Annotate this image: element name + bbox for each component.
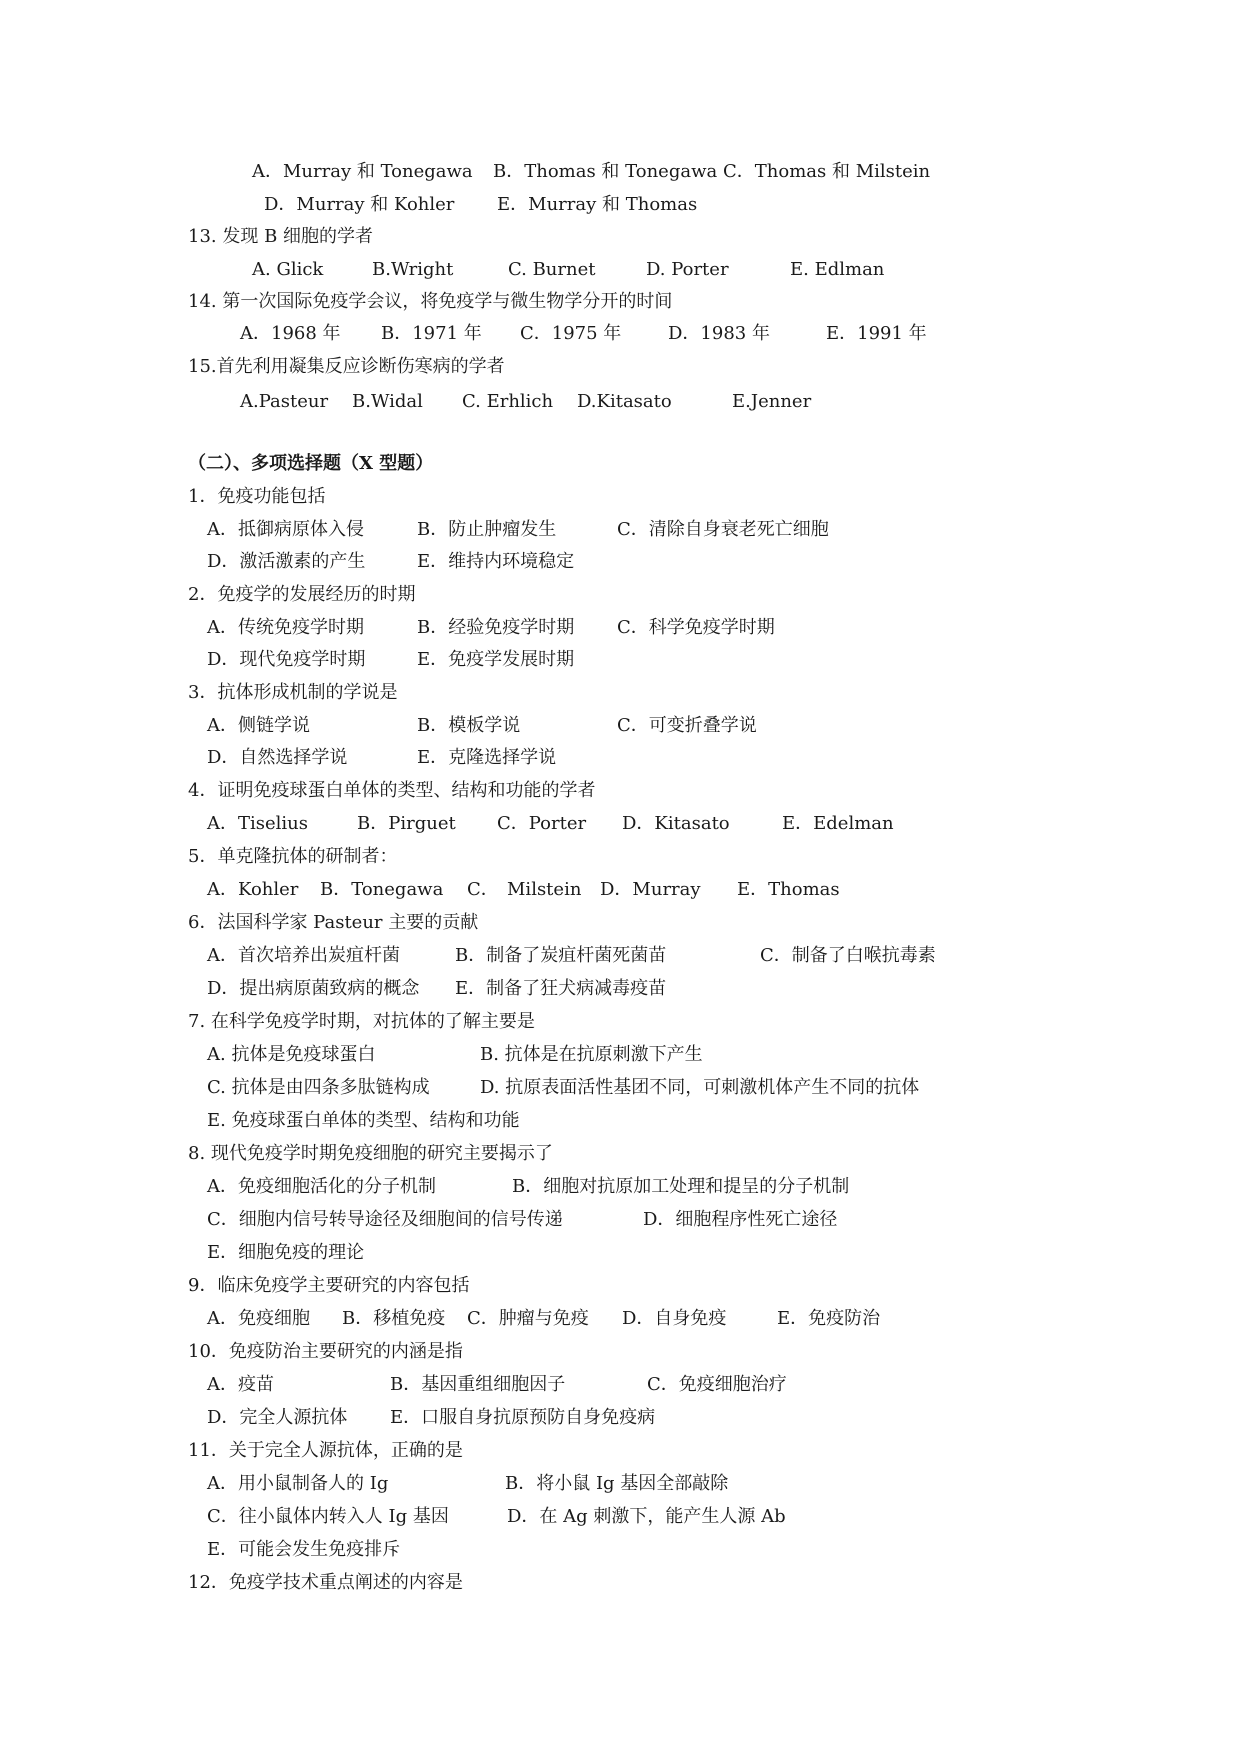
mq2-question: 2．免疫学的发展经历的时期 <box>188 584 416 605</box>
q15-option-a: A.Pasteur <box>240 391 329 412</box>
mq12-question: 12．免疫学技术重点阐述的内容是 <box>188 1572 463 1593</box>
mq4-option-e: E．Edelman <box>782 813 894 834</box>
q13-question: 13. 发现 B 细胞的学者 <box>188 226 374 247</box>
q15-option-d: D.Kitasato <box>577 391 672 412</box>
mq5-option-c-text: Milstein <box>507 879 582 900</box>
q15-option-b: B.Widal <box>352 391 423 412</box>
q15-question: 15.首先利用凝集反应诊断伤寒病的学者 <box>188 356 505 377</box>
mq11-option-d: D．在 Ag 刺激下，能产生人源 Ab <box>507 1506 786 1527</box>
mq2-option-e: E．免疫学发展时期 <box>417 649 575 670</box>
q12-option-e: E．Murray 和 Thomas <box>497 194 698 215</box>
mq10-option-b: B．基因重组细胞因子 <box>390 1374 566 1395</box>
mq7-question: 7. 在科学免疫学时期，对抗体的了解主要是 <box>188 1011 535 1032</box>
mq5-option-c: C． <box>467 879 499 900</box>
q14-option-b: B．1971 年 <box>381 323 482 344</box>
q13-option-e: E. Edlman <box>790 259 885 280</box>
mq10-option-e: E．口服自身抗原预防自身免疫病 <box>390 1407 656 1428</box>
q14-option-d: D．1983 年 <box>668 323 770 344</box>
mq8-option-d: D．细胞程序性死亡途径 <box>643 1209 838 1230</box>
mq8-option-b: B．细胞对抗原加工处理和提呈的分子机制 <box>512 1176 850 1197</box>
mq2-option-a: A．传统免疫学时期 <box>207 617 364 638</box>
mq6-option-d: D．提出病原菌致病的概念 <box>207 978 420 999</box>
mq5-option-d: D．Murray <box>600 879 701 900</box>
mq1-option-e: E．维持内环境稳定 <box>417 551 575 572</box>
mq3-option-c: C．可变折叠学说 <box>617 715 757 736</box>
mq3-option-e: E．克隆选择学说 <box>417 747 557 768</box>
q12-option-b: B．Thomas 和 Tonegawa <box>493 161 718 182</box>
mq5-question: 5．单克隆抗体的研制者： <box>188 846 398 867</box>
mq7-option-a: A. 抗体是免疫球蛋白 <box>207 1044 376 1065</box>
q15-option-c: C. Erhlich <box>462 391 554 412</box>
mq8-question: 8. 现代免疫学时期免疫细胞的研究主要揭示了 <box>188 1143 553 1164</box>
mq8-option-c: C．细胞内信号转导途径及细胞间的信号传递 <box>207 1209 563 1230</box>
q13-option-b: B.Wright <box>372 259 454 280</box>
q14-option-e: E．1991 年 <box>826 323 927 344</box>
q13-option-c: C. Burnet <box>508 259 596 280</box>
mq9-option-b: B．移植免疫 <box>342 1308 446 1329</box>
mq6-option-a: A．首次培养出炭疽杆菌 <box>207 945 400 966</box>
mq7-option-c: C. 抗体是由四条多肽链构成 <box>207 1077 430 1098</box>
mq11-question: 11．关于完全人源抗体，正确的是 <box>188 1440 463 1461</box>
mq2-option-c: C．科学免疫学时期 <box>617 617 775 638</box>
section-title: （二）、多项选择题（X 型题） <box>188 453 434 474</box>
mq3-option-a: A．侧链学说 <box>207 715 310 736</box>
mq9-option-a: A．免疫细胞 <box>207 1308 310 1329</box>
mq10-option-a: A．疫苗 <box>207 1374 274 1395</box>
mq9-option-c: C．肿瘤与免疫 <box>467 1308 589 1329</box>
q12-option-c: C．Thomas 和 Milstein <box>723 161 931 182</box>
mq6-option-b: B．制备了炭疽杆菌死菌苗 <box>455 945 667 966</box>
mq9-question: 9．临床免疫学主要研究的内容包括 <box>188 1275 470 1296</box>
mq6-option-c: C．制备了白喉抗毒素 <box>760 945 936 966</box>
mq10-option-c: C．免疫细胞治疗 <box>647 1374 787 1395</box>
q13-option-d: D. Porter <box>646 259 729 280</box>
mq6-question: 6．法国科学家 Pasteur 主要的贡献 <box>188 912 479 933</box>
mq11-option-a: A．用小鼠制备人的 Ig <box>207 1473 389 1494</box>
mq1-option-b: B．防止肿瘤发生 <box>417 519 557 540</box>
q12-option-a: A．Murray 和 Tonegawa <box>252 161 473 182</box>
mq1-option-a: A．抵御病原体入侵 <box>207 519 364 540</box>
mq11-option-e: E．可能会发生免疫排斥 <box>207 1539 401 1560</box>
mq5-option-e: E．Thomas <box>737 879 840 900</box>
mq4-option-b: B．Pirguet <box>357 813 456 834</box>
mq8-option-e: E．细胞免疫的理论 <box>207 1242 365 1263</box>
mq7-option-e: E. 免疫球蛋白单体的类型、结构和功能 <box>207 1110 520 1131</box>
mq10-option-d: D．完全人源抗体 <box>207 1407 348 1428</box>
mq9-option-e: E．免疫防治 <box>777 1308 881 1329</box>
mq3-option-b: B．模板学说 <box>417 715 521 736</box>
mq11-option-b: B．将小鼠 Ig 基因全部敲除 <box>505 1473 729 1494</box>
mq11-option-c: C．往小鼠体内转入人 Ig 基因 <box>207 1506 449 1527</box>
mq6-option-e: E．制备了狂犬病减毒疫苗 <box>455 978 667 999</box>
mq7-option-d: D. 抗原表面活性基团不同，可刺激机体产生不同的抗体 <box>480 1077 920 1098</box>
q15-option-e: E.Jenner <box>732 391 812 412</box>
mq7-option-b: B. 抗体是在抗原刺激下产生 <box>480 1044 703 1065</box>
mq3-question: 3．抗体形成机制的学说是 <box>188 682 398 703</box>
mq4-option-a: A．Tiselius <box>207 813 308 834</box>
mq2-option-d: D．现代免疫学时期 <box>207 649 366 670</box>
mq9-option-d: D．自身免疫 <box>622 1308 727 1329</box>
mq1-option-d: D．激活激素的产生 <box>207 551 366 572</box>
q14-question: 14. 第一次国际免疫学会议，将免疫学与微生物学分开的时间 <box>188 291 673 312</box>
mq1-option-c: C．清除自身衰老死亡细胞 <box>617 519 829 540</box>
q14-option-c: C．1975 年 <box>520 323 622 344</box>
mq5-option-b: B．Tonegawa <box>320 879 444 900</box>
q13-option-a: A. Glick <box>252 259 324 280</box>
q14-option-a: A．1968 年 <box>240 323 341 344</box>
mq5-option-a: A．Kohler <box>207 879 299 900</box>
mq2-option-b: B．经验免疫学时期 <box>417 617 575 638</box>
mq3-option-d: D．自然选择学说 <box>207 747 348 768</box>
mq8-option-a: A．免疫细胞活化的分子机制 <box>207 1176 436 1197</box>
mq4-question: 4．证明免疫球蛋白单体的类型、结构和功能的学者 <box>188 780 596 801</box>
q12-option-d: D．Murray 和 Kohler <box>264 194 455 215</box>
mq10-question: 10．免疫防治主要研究的内涵是指 <box>188 1341 463 1362</box>
mq4-option-d: D．Kitasato <box>622 813 730 834</box>
mq1-question: 1．免疫功能包括 <box>188 486 326 507</box>
mq4-option-c: C．Porter <box>497 813 587 834</box>
